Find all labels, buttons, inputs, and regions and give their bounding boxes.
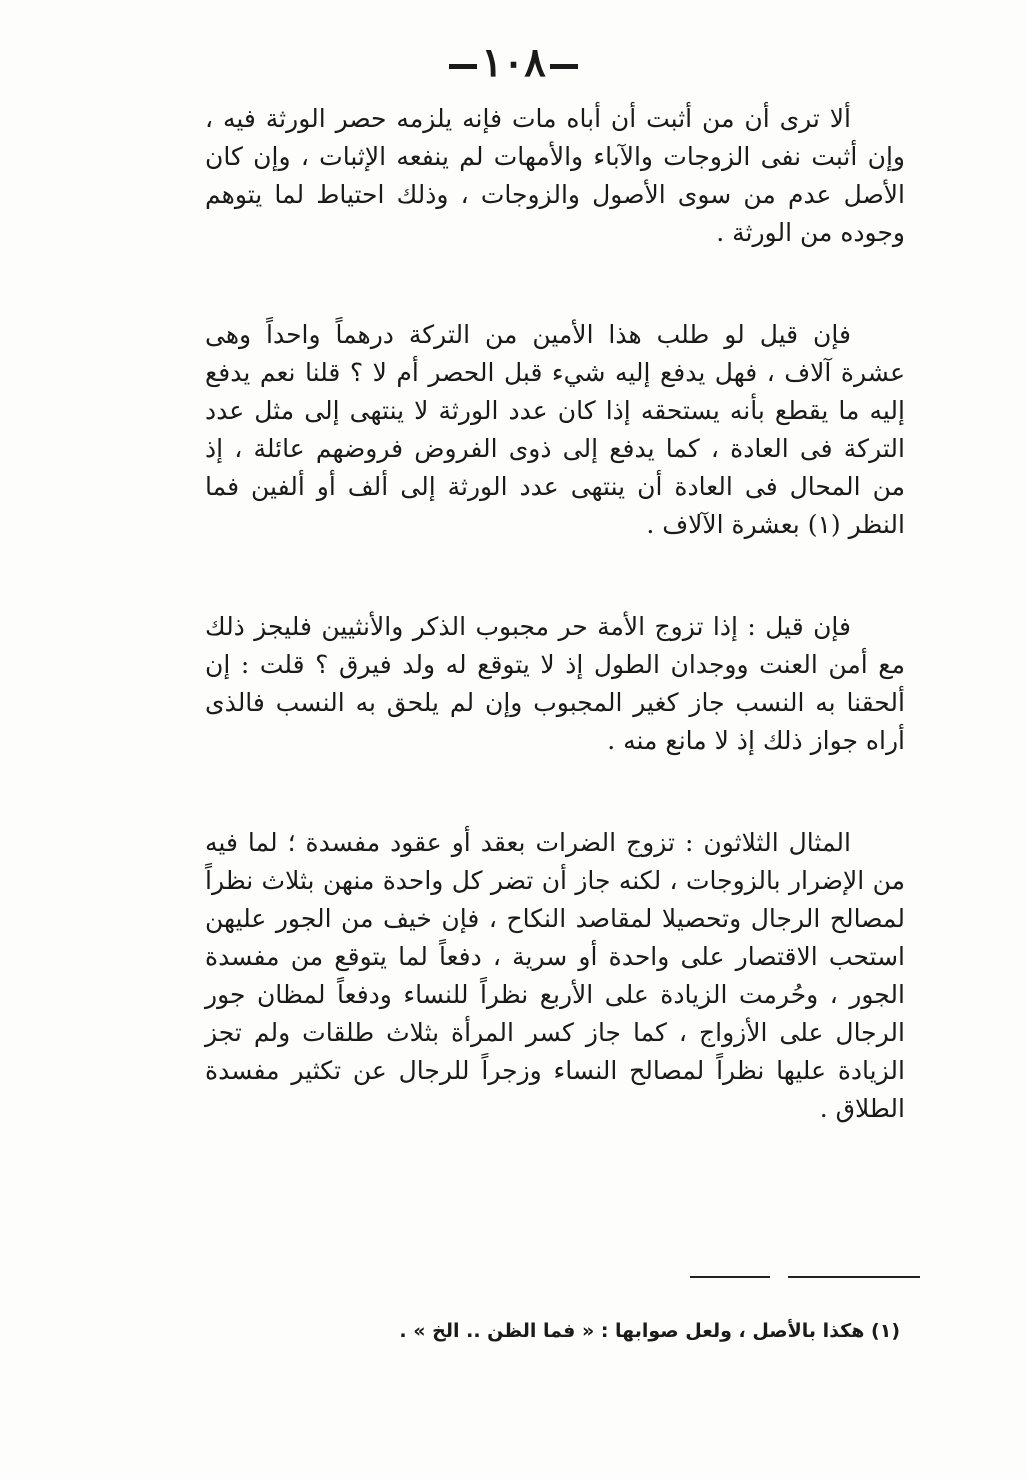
paragraph-4: المثال الثلاثون : تزوج الضرات بعقد أو عقود مفسدة ؛ لما فيه من الإضرار بالزوجات ، لكنه جاز أن تضر كل واحدة منهن بثلاث نظراً لمصالح الرجال وتحصيلا لمقاصد النكاح ، فإن خيف من الجور عليهن استحب الاقتصار على واحدة أو سرية ، دفعاً لما يتوقع من مفسدة الجور ، وحُرمت الزيادة على الأربع نظراً للنساء ودفعاً لمظان جور الرجال على الأزواج ، كما جاز كسر المرأة بثلاث طلقات ولم تجز الزيادة عليها نظراً لمصالح النساء وزجراً للرجال عن تكثير مفسدة الطلاق . (205, 828, 905, 1123)
header-dash-right (550, 64, 578, 69)
footnote-separator (690, 1276, 920, 1278)
paragraph-2: فإن قيل لو طلب هذا الأمين من التركة درهماً واحداً وهى عشرة آلاف ، فهل يدفع إليه شيء قبل الحصر أم لا ؟ قلنا نعم يدفع إليه ما يقطع بأنه يستحقه إذا كان عدد الورثة لا ينتهى إلى مثل عدد التركة فى العادة ، كما يدفع إلى ذوى الفروض فروضهم عائلة ، إذ من المحال فى العادة أن ينتهى عدد الورثة إلى ألف أو ألفين فما النظر (١) بعشرة الآلاف . (205, 320, 906, 539)
header-dash-left (449, 64, 477, 69)
separator-rule-right (788, 1276, 920, 1278)
footnote: (١) هكذا بالأصل ، ولعل صوابها : « فما الظن .. الخ » . (399, 1320, 900, 1342)
page-number: ١٠٨ (481, 39, 546, 86)
page-body (205, 100, 905, 1128)
paragraph-1: ألا ترى أن من أثبت أن أباه مات فإنه يلزمه حصر الورثة فيه ، وإن أثبت نفى الزوجات والآباء والأمهات لم ينفعه الإثبات ، وإن كان الأصل عدم من سوى الأصول والزوجات ، وذلك احتياط لما يتوهم وجوده من الورثة . (205, 104, 905, 247)
paragraph-3: فإن قيل : إذا تزوج الأمة حر مجبوب الذكر والأنثيين فليجز ذلك مع أمن العنت ووجدان الطول إذ لا يتوقع له ولد فيرق ؟ قلت : إن ألحقنا به النسب جاز كغير المجبوب وإن لم يلحق به النسب فالذى أراه جواز ذلك إذ لا مانع منه . (205, 612, 905, 755)
separator-rule-left (690, 1276, 770, 1278)
page-header (0, 38, 1027, 88)
